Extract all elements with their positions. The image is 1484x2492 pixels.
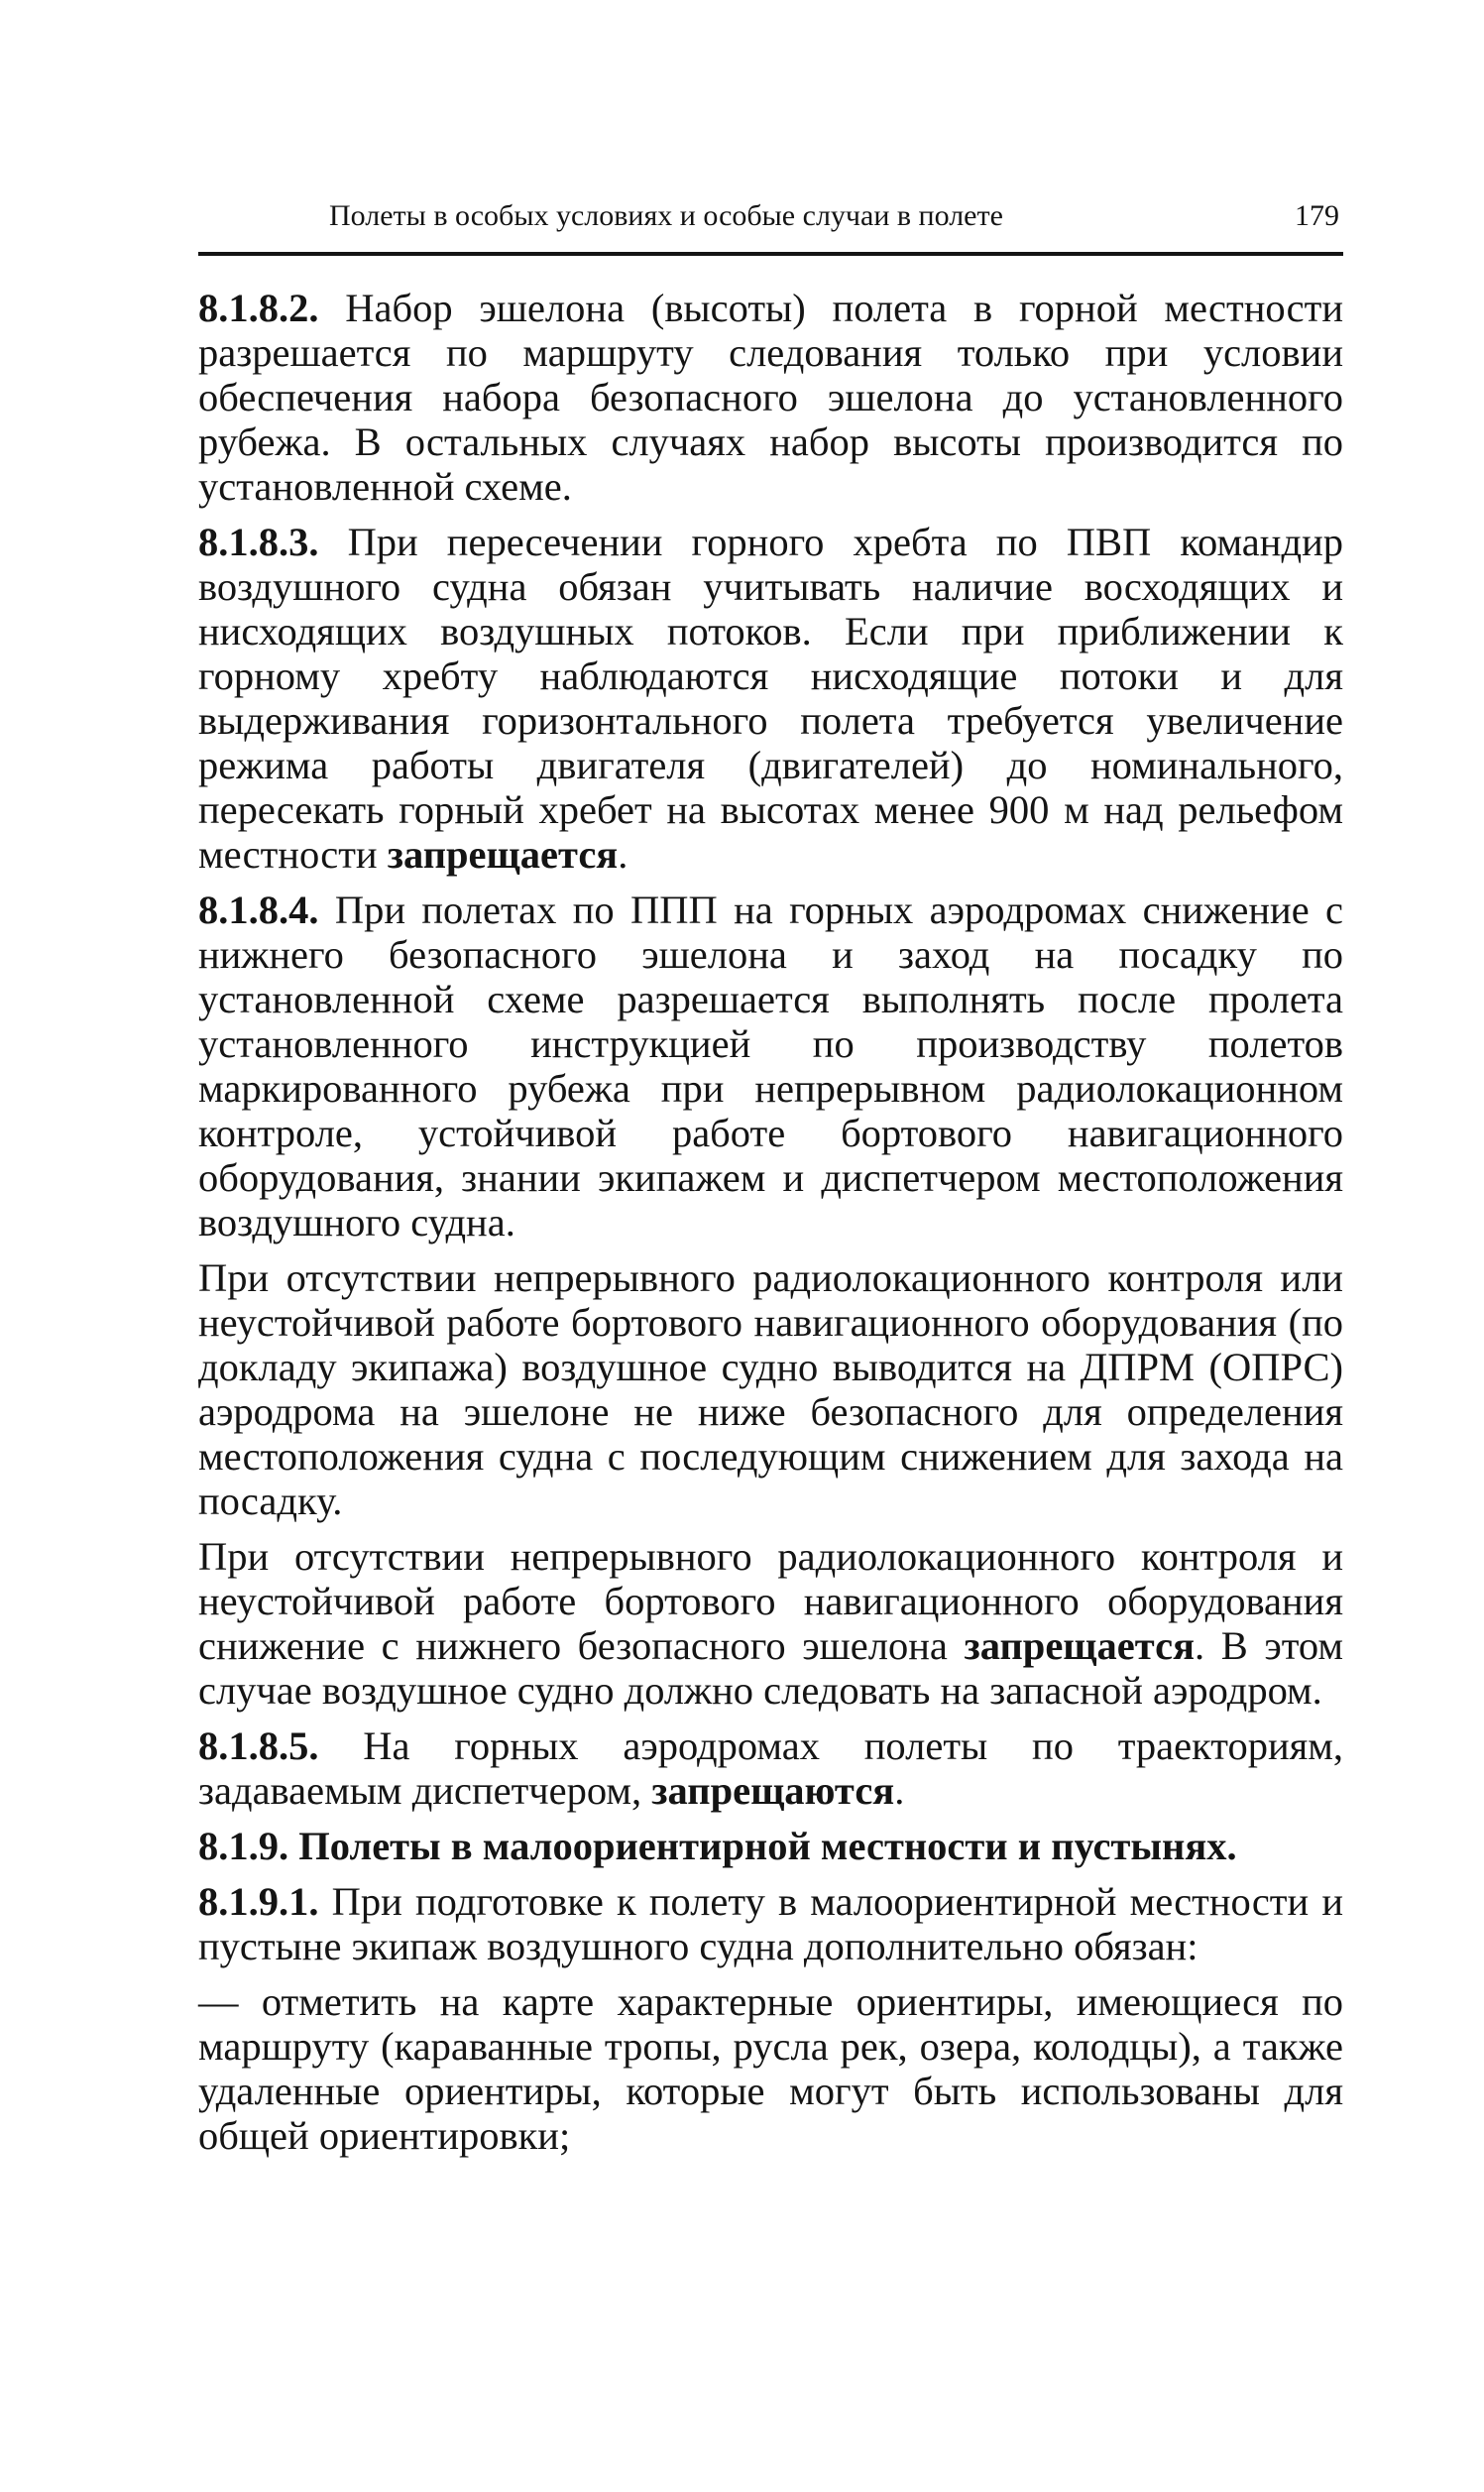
paragraph-text: При полетах по ППП на горных аэродромах снижение с нижнего безопасного эшелона и заход на посадку по установленной схеме разрешается выполнять после пролета установленного инструкцией по производству полетов маркированного рубежа при непрерывном радиолокационном контроле, устойчивой работе бортового навигационного оборудования, знании экипажем и диспетчером местоположения воздушного судна. [198,888,1343,1245]
paragraph-tail: . [894,1768,905,1813]
section-heading-8-1-9: 8.1.9. Полеты в малоориентирной местности и пустынях. [198,1824,1237,1868]
paragraph-text: — отметить на карте характерные ориентиры, имеющиеся по маршруту (караванные тропы, русла рек, озера, колодцы), а также удаленные ориентиры, которые могут быть использованы для общей ориентировки; [198,1979,1343,2158]
body-text [198,286,1343,2158]
running-header [198,198,1343,234]
paragraph-tail: . [618,832,628,877]
clause-number: 8.1.8.4. [198,888,319,932]
paragraph-text: Набор эшелона (высоты) полета в горной местности разрешается по маршруту следования только при условии обеспечения набора безопасного эшелона до установленного рубежа. В остальных случаях набор высоты производится по установленной схеме. [198,286,1343,509]
emphasis-text: запрещается [387,832,619,877]
paragraph-text: При подготовке к полету в малоориентирной местности и пустыне экипаж воздушного судна дополнительно обязан: [198,1879,1343,1968]
clause-number: 8.1.8.3. [198,520,319,564]
paragraph-no-radar-control [198,1255,1343,1523]
paragraph-tail: . В этом случае воздушное судно должно следовать на запасной аэродром. [198,1623,1343,1713]
paragraph-8-1-9-1 [198,1879,1343,1968]
paragraph-no-radar-and-equipment [198,1534,1343,1713]
paragraph-8-1-8-3 [198,520,1343,877]
clause-number: 8.1.8.5. [198,1723,319,1768]
book-page [198,198,1343,2169]
clause-number: 8.1.8.2. [198,286,319,330]
clause-number: 8.1.9.1. [198,1879,319,1924]
paragraph-list-item [198,1979,1343,2158]
paragraph-text: При отсутствии непрерывного радиолокационного контроля и неустойчивой работе бортового навигационного оборудования снижение с нижнего безопасного эшелона [198,1534,1343,1668]
emphasis-text: запрещается [964,1623,1195,1668]
paragraph-8-1-8-4 [198,888,1343,1245]
page-number: 179 [1295,199,1339,232]
running-title: Полеты в особых условиях и особые случаи в полете [329,199,1003,232]
header-rule [198,252,1343,256]
paragraph-text: При отсутствии непрерывного радиолокационного контроля или неустойчивой работе бортового навигационного оборудования (по докладу экипажа) воздушное судно выводится на ДПРМ (ОПРС) аэродрома на эшелоне не ниже безопасного для определения местоположения судна с последующим снижением для захода на посадку. [198,1255,1343,1523]
paragraph-text: При пересечении горного хребта по ПВП командир воздушного судна обязан учитывать наличие восходящих и нисходящих воздушных потоков. Если при приближении к горному хребту наблюдаются нисходящие потоки и для выдерживания горизонтального полета требуется увеличение режима работы двигателя (двигателей) до номинального, пересекать горный хребет на высотах менее 900 м над рельефом местности [198,520,1343,877]
paragraph-text: На горных аэродромах полеты по траекториям, задаваемым диспетчером, [198,1723,1343,1813]
paragraph-8-1-8-5 [198,1723,1343,1813]
paragraph-8-1-8-2 [198,286,1343,509]
emphasis-text: запрещаются [651,1768,895,1813]
